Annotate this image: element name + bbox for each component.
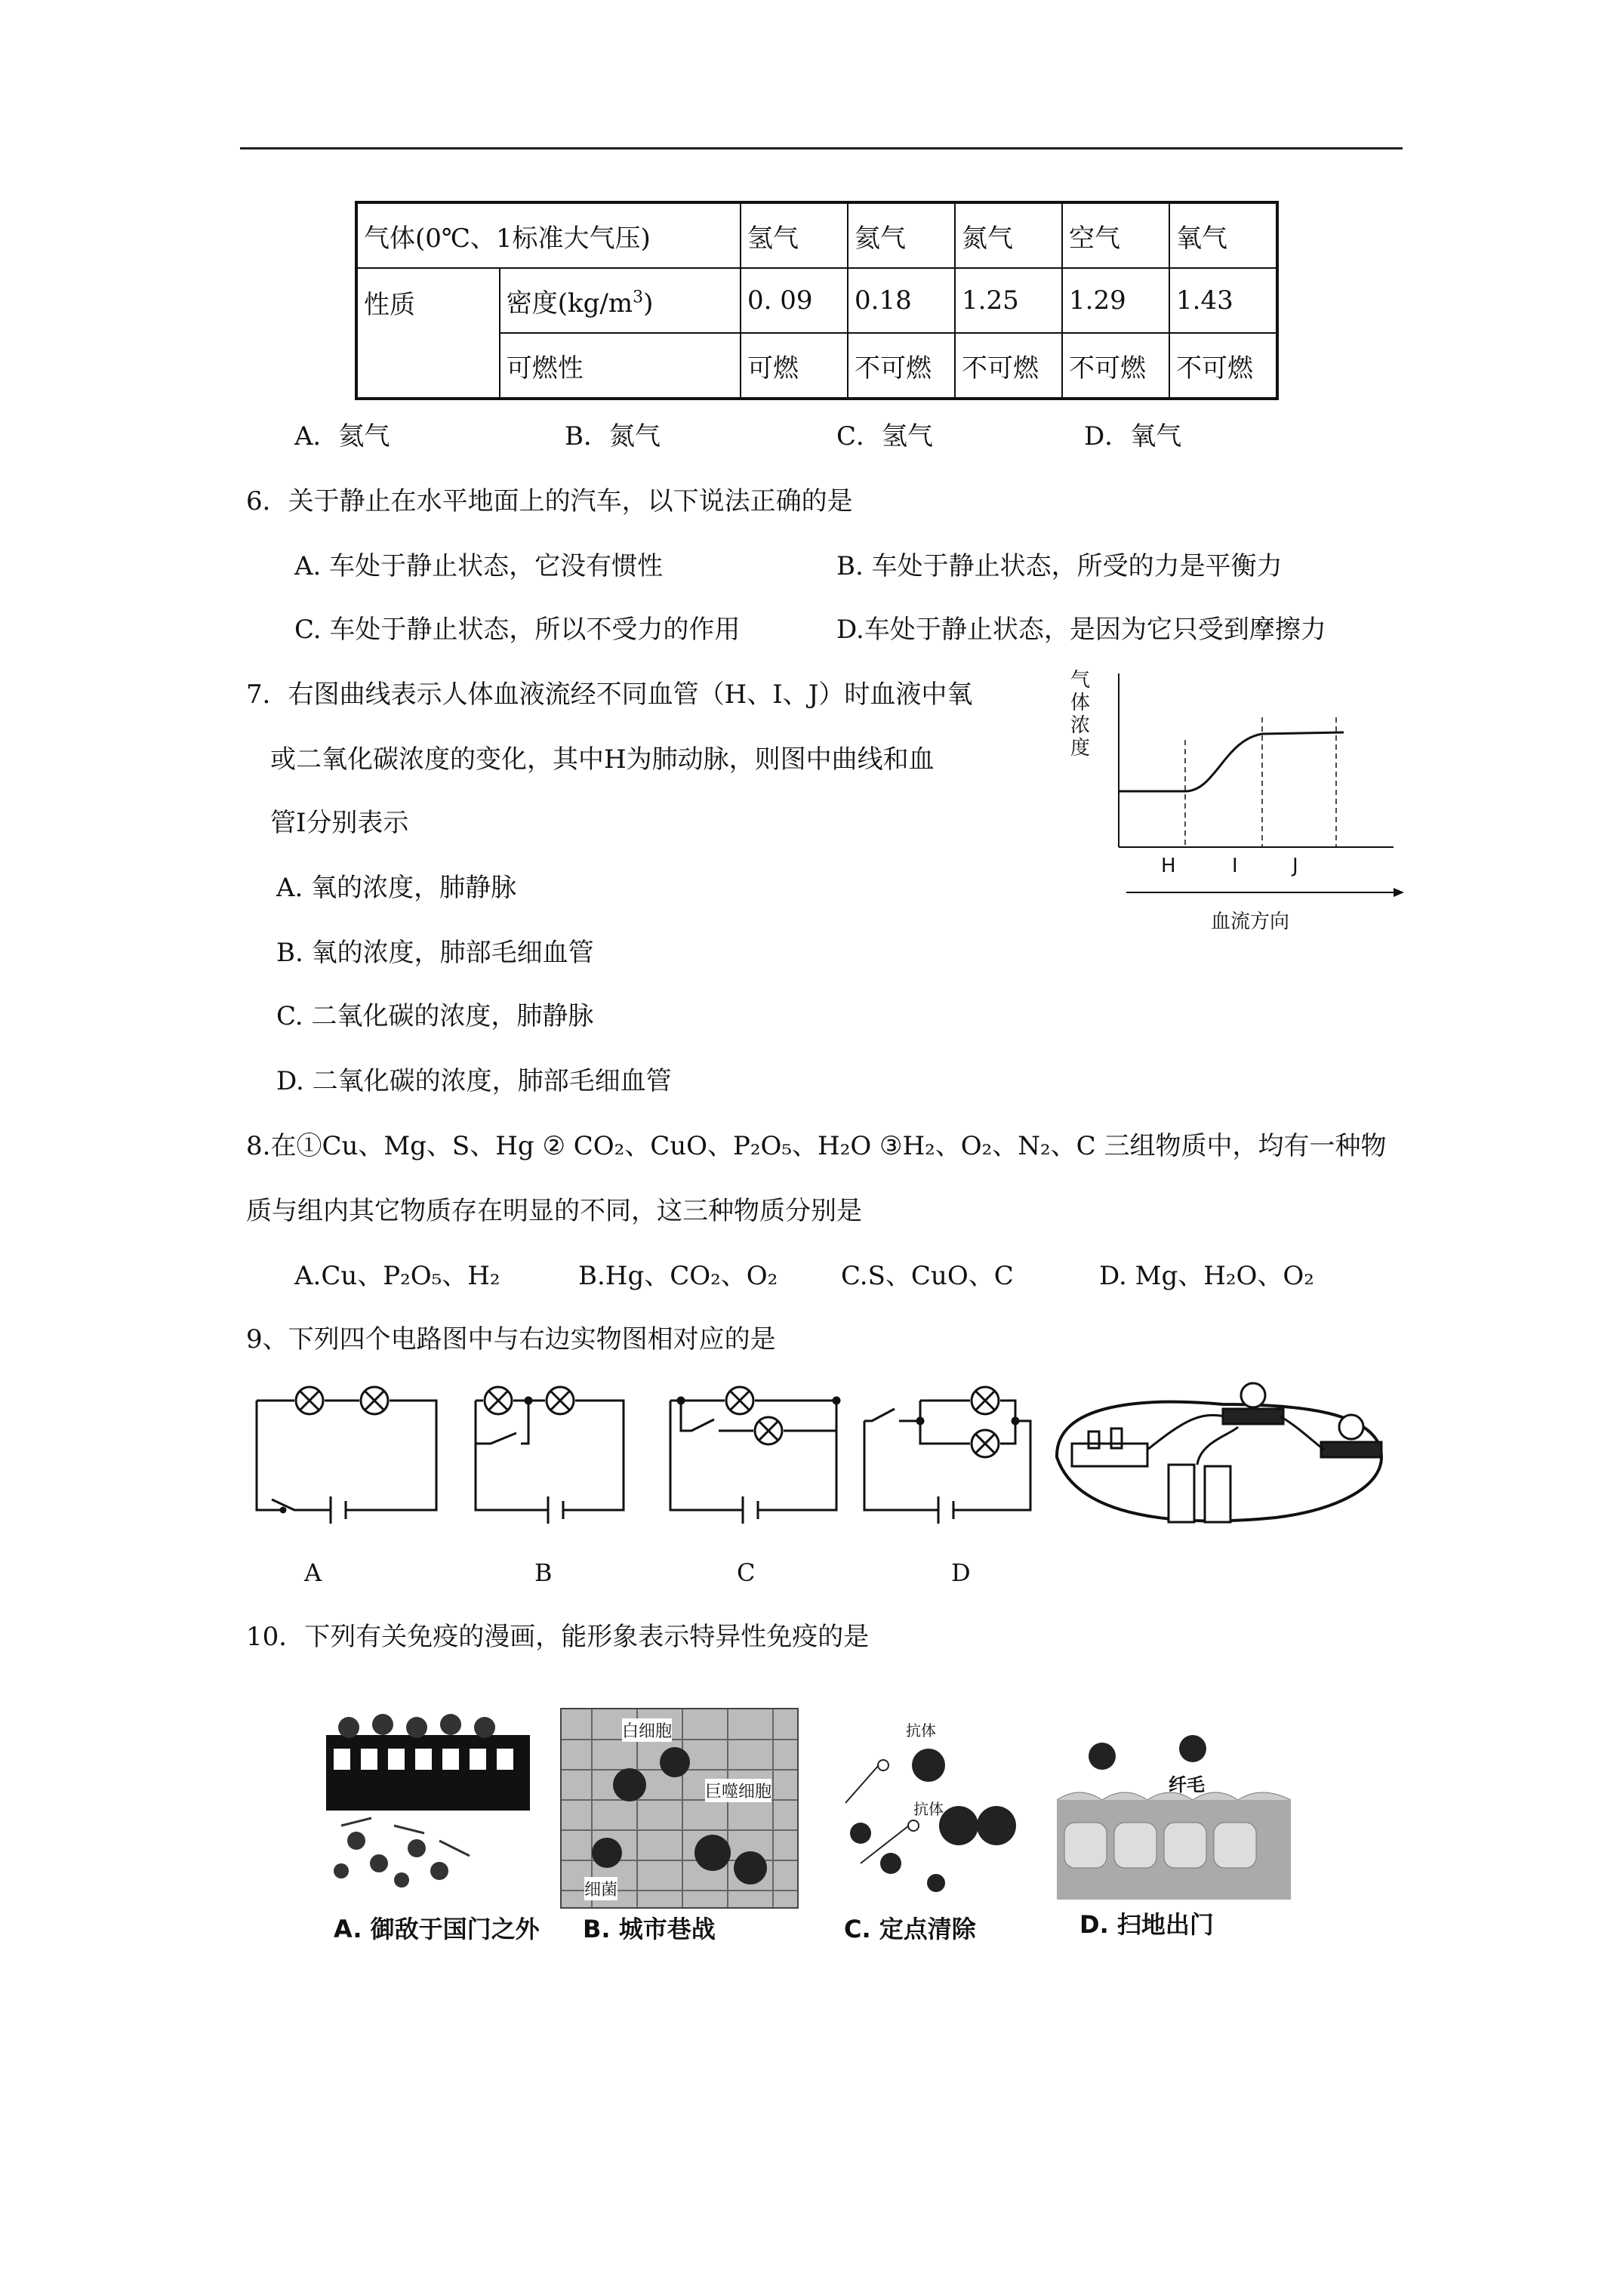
q6-option-c: C. 车处于静止状态，所以不受力的作用 [294,615,741,645]
flammable-cell: 不可燃 [1169,333,1277,399]
graph-xlabel: 血流方向 [1211,911,1290,933]
q6-option-a: A. 车处于静止状态，它没有惯性 [294,551,664,581]
q8-stem-line1: 8.在①Cu、Mg、S、Hg ② CO₂、CuO、P₂O₅、H₂O ③H₂、O₂、N₂、C 三组物质中，均有一种物 [246,1131,1387,1161]
cartoon-a-image [326,1712,530,1894]
q8-stem-line2: 质与组内其它物质存在明显的不同，这三种物质分别是 [246,1196,862,1226]
q8-option-c: C.S、CuO、C [841,1261,1014,1291]
blood-gas-graph [1064,664,1412,936]
circuit-label-c: C [737,1558,756,1587]
circuit-a [257,1387,436,1524]
table-header-air: 空气 [1062,202,1169,268]
q5-option-b: B．氮气 [565,421,661,451]
table-row-label: 性质 [356,268,500,399]
circuit-c [670,1387,839,1524]
flammable-cell: 不可燃 [955,333,1062,399]
cartoon-b-label-bacteria: 细菌 [584,1877,617,1900]
cartoon-b-label-macrophage: 巨噬细胞 [705,1779,771,1802]
table-header-gas: 气体(0℃、1标准大气压) [356,202,741,268]
q7-stem-line2: 或二氧化碳浓度的变化，其中H为肺动脉，则图中曲线和血 [270,744,935,775]
density-cell: 0. 09 [741,268,848,333]
header-rule [240,147,1403,149]
graph-segment-i: I [1232,855,1238,877]
cartoon-d-label-cilia: 纤毛 [1169,1774,1205,1795]
graph-ylabel: 气体浓度 [1070,669,1091,760]
circuit-d [864,1387,1030,1524]
graph-segment-j: J [1292,855,1298,877]
table-header-o2: 氧气 [1169,202,1277,268]
table-header-he: 氦气 [848,202,955,268]
cartoon-c-label-antibody-1: 抗体 [906,1721,936,1740]
q7-option-c: C. 二氧化碳的浓度，肺静脉 [276,1001,594,1031]
cartoon-c-image [830,1712,1057,1894]
q7-stem-line1: 7．右图曲线表示人体血液流经不同血管（H、I、J）时血液中氧 [246,680,973,710]
physical-circuit-picture [1057,1383,1381,1522]
q5-option-c: C．氢气 [836,421,934,451]
flammable-cell: 不可燃 [1062,333,1169,399]
table-header-h2: 氢气 [741,202,848,268]
q7-stem-line3: 管I分别表示 [270,808,409,838]
cartoon-b-image [560,1708,799,1909]
q6-option-b: B. 车处于静止状态，所受的力是平衡力 [836,551,1283,581]
q8-option-b: B.Hg、CO₂、O₂ [578,1261,778,1291]
circuit-label-d: D [951,1558,971,1587]
cartoon-caption-a: A. 御敌于国门之外 [334,1915,540,1943]
flammable-label: 可燃性 [500,333,741,399]
circuit-label-b: B [534,1558,553,1587]
graph-segment-h: H [1161,855,1176,877]
density-label: 密度$(kg/m^3)$ [500,268,741,333]
cartoon-caption-d: D. 扫地出门 [1079,1910,1214,1939]
q6-option-d: D.车处于静止状态，是因为它只受到摩擦力 [836,615,1326,645]
q7-option-d: D. 二氧化碳的浓度，肺部毛细血管 [276,1066,672,1096]
table-header-n2: 氮气 [955,202,1062,268]
q8-option-d: D. Mg、H₂O、O₂ [1099,1261,1314,1291]
density-cell: 1.25 [955,268,1062,333]
q5-option-a: A．氦气 [294,421,390,451]
q9-stem: 9、下列四个电路图中与右边实物图相对应的是 [246,1324,776,1354]
q7-option-a: A. 氧的浓度，肺静脉 [276,873,517,903]
circuit-diagrams [242,1374,1389,1548]
flammable-cell: 可燃 [741,333,848,399]
density-cell: 1.29 [1062,268,1169,333]
q10-stem: 10．下列有关免疫的漫画，能形象表示特异性免疫的是 [246,1622,870,1652]
density-cell: 0.18 [848,268,955,333]
cartoon-b-label-wbc: 白细胞 [622,1718,672,1742]
circuit-b [476,1387,624,1524]
cartoon-d-image [1057,1709,1291,1900]
gas-properties-table [355,201,1279,400]
circuit-label-a: A [304,1558,322,1587]
q8-option-a: A.Cu、P₂O₅、H₂ [294,1261,500,1291]
q5-option-d: D．氧气 [1084,421,1182,451]
q6-stem: 6．关于静止在水平地面上的汽车，以下说法正确的是 [246,486,853,516]
flammable-cell: 不可燃 [848,333,955,399]
cartoon-c-label-antibody-2: 抗体 [913,1800,944,1818]
q7-option-b: B. 氧的浓度，肺部毛细血管 [276,938,594,968]
cartoon-caption-b: B. 城市巷战 [583,1915,716,1943]
cartoon-caption-c: C. 定点清除 [844,1915,976,1943]
density-cell: 1.43 [1169,268,1277,333]
